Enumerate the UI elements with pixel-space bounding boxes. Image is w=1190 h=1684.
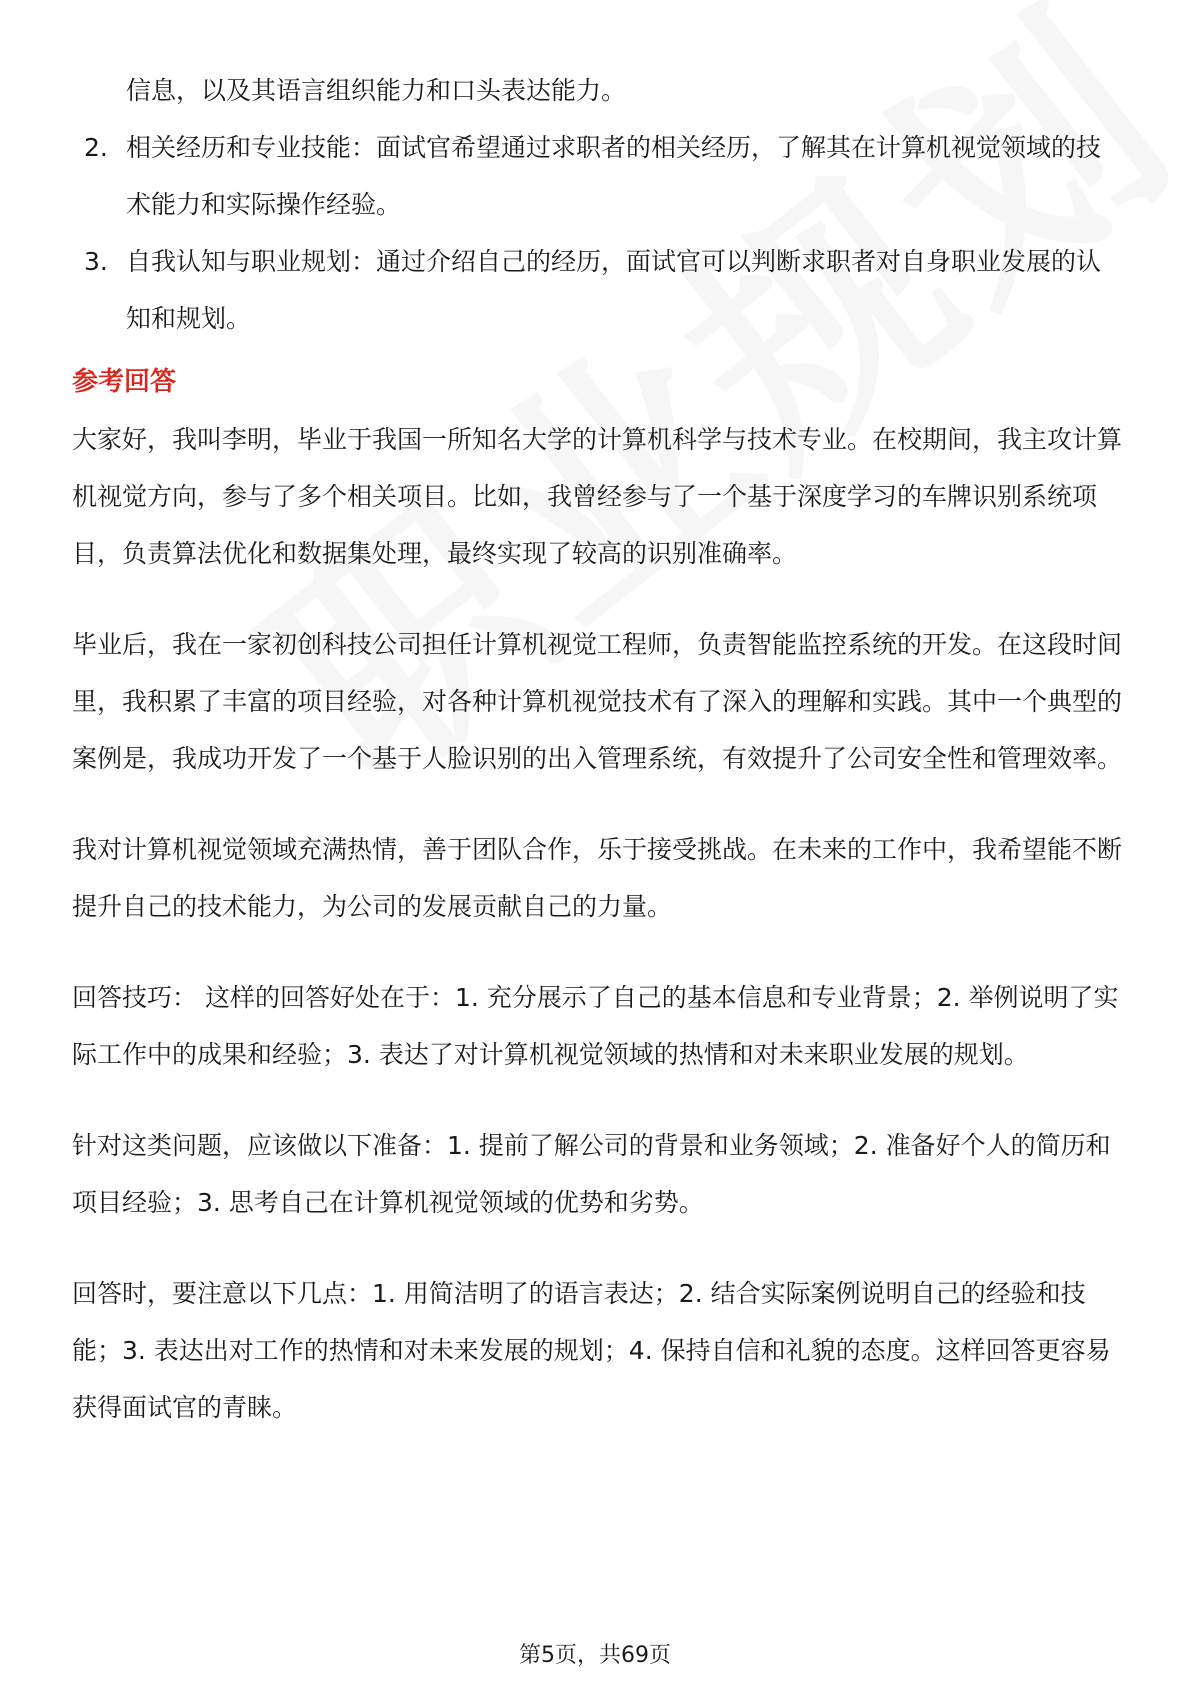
paragraph: 回答时，要注意以下几点：1. 用简洁明了的语言表达；2. 结合实际案例说明自己的经验和技能；3. 表达出对工作的热情和对未来发展的规划；4. 保持自信和礼貌的态度。这样回答更容易获得面试官的青睐。 [72, 1279, 1111, 1422]
list-item-number: 2. [84, 133, 108, 162]
paragraph: 回答技巧： 这样的回答好处在于：1. 充分展示了自己的基本信息和专业背景；2. 举例说明了实际工作中的成果和经验；3. 表达了对计算机视觉领域的热情和对未来职业发展的规划。 [72, 983, 1119, 1069]
list-item-text: 相关经历和专业技能：面试官希望通过求职者的相关经历，了解其在计算机视觉领域的技术能力和实际操作经验。 [126, 133, 1102, 219]
list-item-text: 信息，以及其语言组织能力和口头表达能力。 [126, 76, 627, 105]
paragraph: 大家好，我叫李明，毕业于我国一所知名大学的计算机科学与技术专业。在校期间，我主攻计算机视觉方向，参与了多个相关项目。比如，我曾经参与了一个基于深度学习的车牌识别系统项目，负责算法优化和数据集处理，最终实现了较高的识别准确率。 [72, 425, 1123, 568]
list-item [72, 233, 1122, 347]
page-content [72, 62, 1122, 1436]
list-item-text: 自我认知与职业规划：通过介绍自己的经历，面试官可以判断求职者对自身职业发展的认知和规划。 [126, 247, 1102, 333]
numbered-list [72, 62, 1122, 347]
section-heading: 参考回答 [72, 367, 177, 397]
paragraph: 我对计算机视觉领域充满热情，善于团队合作，乐于接受挑战。在未来的工作中，我希望能不断提升自己的技术能力，为公司的发展贡献自己的力量。 [72, 835, 1123, 921]
page-footer: 第5页，共69页 [519, 1643, 671, 1668]
list-item [72, 119, 1122, 233]
paragraph: 毕业后，我在一家初创科技公司担任计算机视觉工程师，负责智能监控系统的开发。在这段时间里，我积累了丰富的项目经验，对各种计算机视觉技术有了深入的理解和实践。其中一个典型的案例是，我成功开发了一个基于人脸识别的出入管理系统，有效提升了公司安全性和管理效率。 [72, 630, 1123, 773]
list-item [72, 62, 1122, 119]
list-item-number: 3. [84, 247, 108, 276]
paragraph: 针对这类问题，应该做以下准备：1. 提前了解公司的背景和业务领域；2. 准备好个人的简历和项目经验；3. 思考自己在计算机视觉领域的优势和劣势。 [72, 1131, 1111, 1217]
